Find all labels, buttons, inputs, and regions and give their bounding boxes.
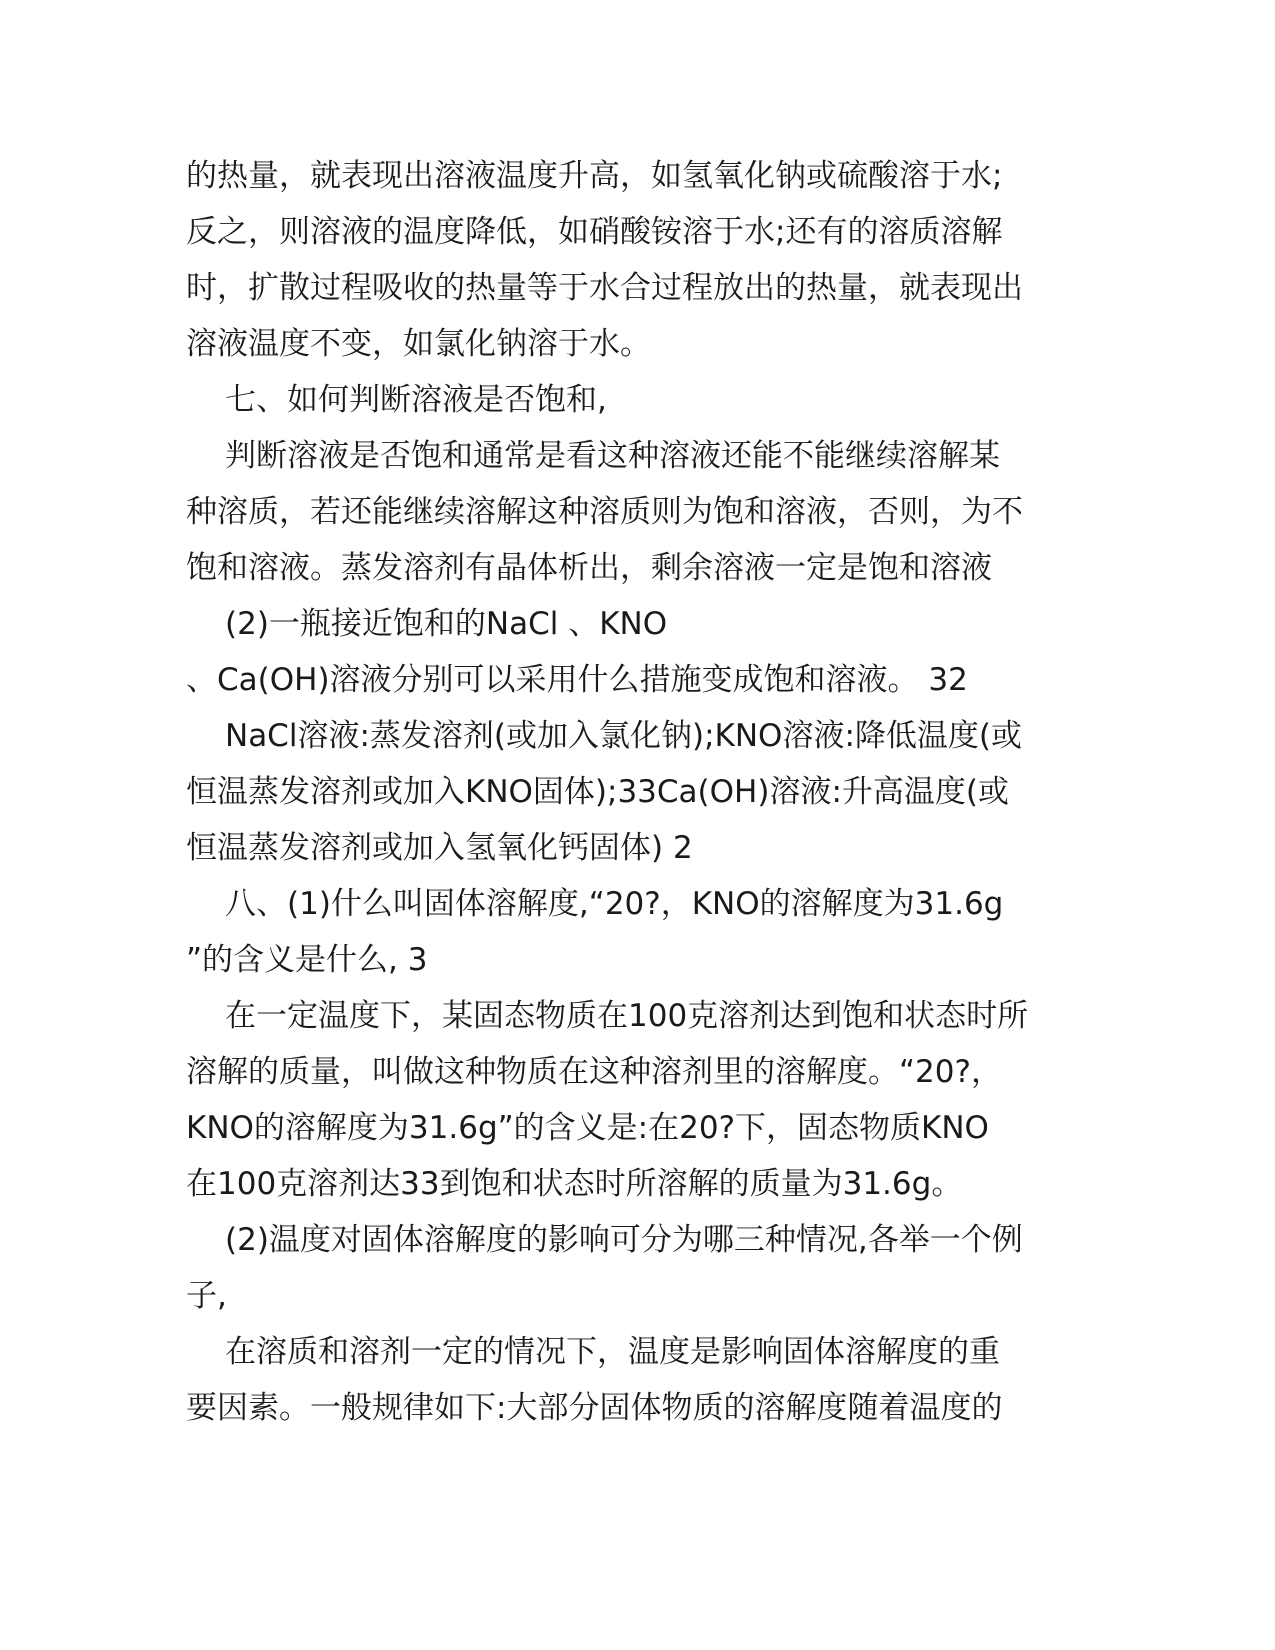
text-line: 饱和溶液。蒸发溶剂有晶体析出，剩余溶液一定是饱和溶液 — [186, 550, 992, 586]
text-line: ”的含义是什么, 3 — [186, 942, 428, 978]
text-line: 溶液温度不变，如氯化钠溶于水。 — [186, 326, 651, 362]
text-line: KNO的溶解度为31.6g”的含义是:在20?下，固态物质KNO — [186, 1110, 989, 1146]
text-line: 七、如何判断溶液是否饱和, — [225, 382, 607, 418]
text-line: 时，扩散过程吸收的热量等于水合过程放出的热量，就表现出 — [186, 270, 1023, 306]
text-line: 要因素。一般规律如下:大部分固体物质的溶解度随着温度的 — [186, 1390, 1003, 1426]
text-line: 、Ca(OH)溶液分别可以采用什么措施变成饱和溶液。 32 — [186, 662, 968, 698]
text-line: 在100克溶剂达33到饱和状态时所溶解的质量为31.6g。 — [186, 1166, 963, 1202]
text-line: NaCl溶液:蒸发溶剂(或加入氯化钠);KNO溶液:降低温度(或 — [225, 718, 1022, 754]
text-line: (2)温度对固体溶解度的影响可分为哪三种情况,各举一个例 — [225, 1222, 1023, 1258]
text-line: 恒温蒸发溶剂或加入KNO固体);33Ca(OH)溶液:升高温度(或 — [186, 774, 1009, 810]
text-line: 种溶质，若还能继续溶解这种溶质则为饱和溶液，否则，为不 — [186, 494, 1023, 530]
text-line: 在一定温度下，某固态物质在100克溶剂达到饱和状态时所 — [225, 998, 1029, 1034]
text-line: 溶解的质量，叫做这种物质在这种溶剂里的溶解度。“20?， — [186, 1054, 1002, 1090]
text-line: 在溶质和溶剂一定的情况下，温度是影响固体溶解度的重 — [225, 1334, 1000, 1370]
text-line: 恒温蒸发溶剂或加入氢氧化钙固体) 2 — [186, 830, 693, 866]
text-line: 子, — [186, 1278, 227, 1314]
text-line: 反之，则溶液的温度降低，如硝酸铵溶于水;还有的溶质溶解 — [186, 214, 1003, 250]
text-line: 的热量，就表现出溶液温度升高，如氢氧化钠或硫酸溶于水; — [186, 158, 1003, 194]
text-line: 判断溶液是否饱和通常是看这种溶液还能不能继续溶解某 — [225, 438, 1000, 474]
text-line: (2)一瓶接近饱和的NaCl 、KNO — [225, 606, 668, 642]
document-body — [186, 148, 1086, 1436]
text-line: 八、(1)什么叫固体溶解度,“20?，KNO的溶解度为31.6g — [225, 886, 1004, 922]
